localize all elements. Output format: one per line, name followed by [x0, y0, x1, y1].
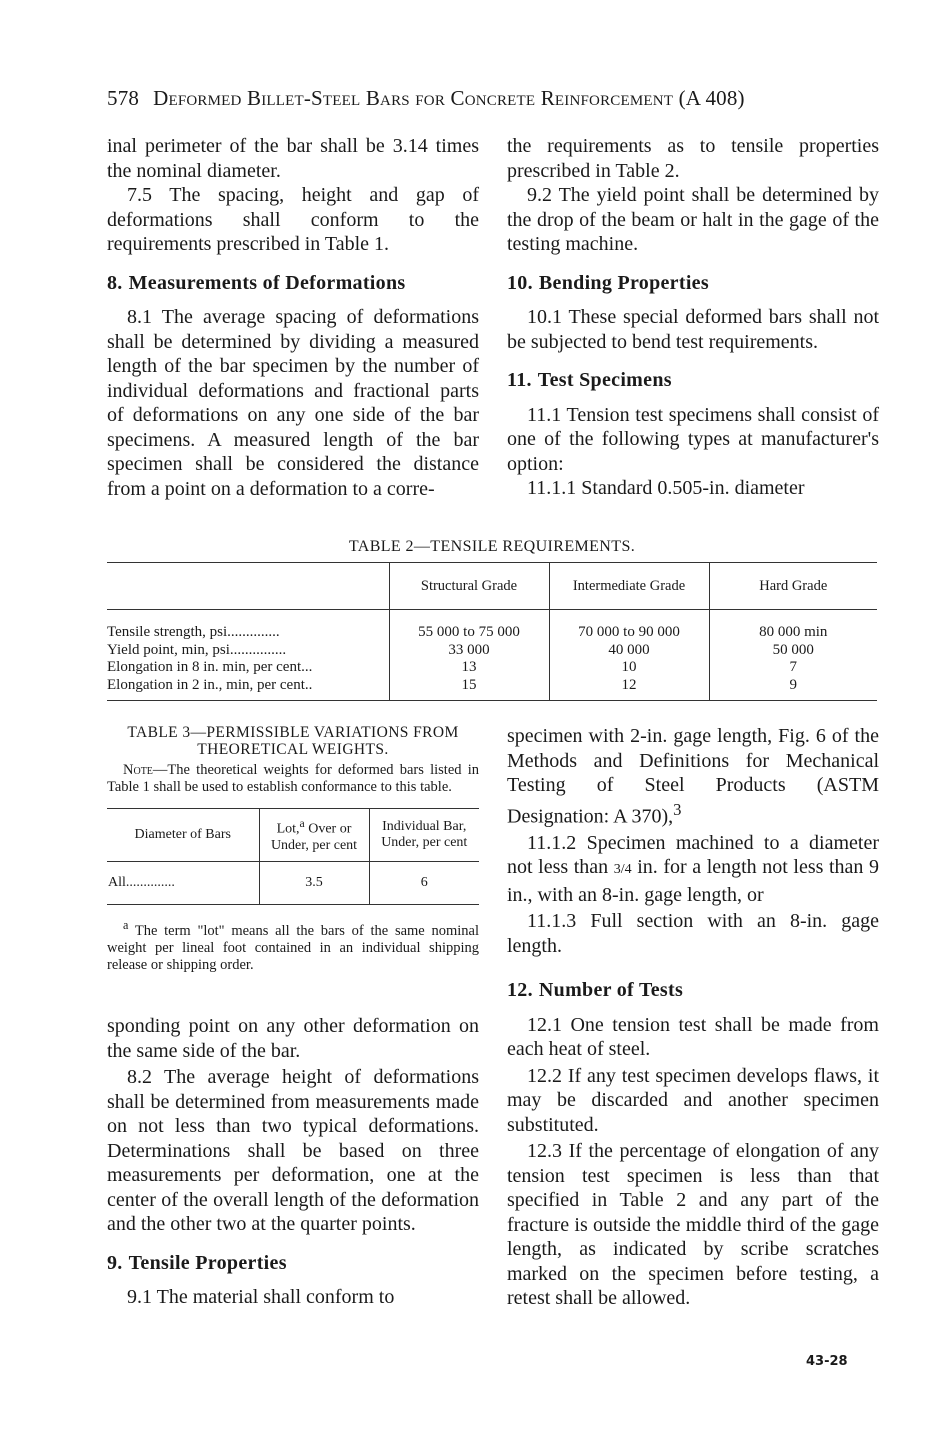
section-heading-8	[107, 271, 479, 296]
table-header: Intermediate Grade	[549, 563, 709, 610]
section-heading-9	[107, 1251, 479, 1276]
table-header: Hard Grade	[709, 563, 877, 610]
table-header-row	[107, 563, 877, 610]
fraction: 3/4	[613, 862, 632, 878]
table-row	[107, 677, 877, 701]
footer-code: 43-28	[806, 1354, 848, 1369]
paragraph-11-1-3: 11.1.3 Full section with an 8-in. gage length.	[507, 910, 879, 957]
row-label: Elongation in 8 in. min, per cent...	[107, 659, 389, 677]
table-header-row	[107, 809, 479, 862]
table3-block	[107, 724, 479, 974]
section-title: Tensile Properties	[128, 1251, 287, 1274]
paragraph: inal perimeter of the bar shall be 3.14 times the nominal diameter.	[107, 135, 479, 182]
section-number: 12.	[507, 979, 533, 1002]
paragraph-10-1: 10.1 These special deformed bars shall not be subjected to bend test requirements.	[507, 306, 879, 353]
section-heading-12	[507, 978, 879, 1003]
cell-hard: 80 000 min	[759, 624, 828, 640]
cell-intermediate: 12	[549, 677, 709, 701]
row-label: All..............	[107, 862, 259, 905]
cell-intermediate: 10	[549, 659, 709, 677]
paragraph-text: specimen with 2-in. gage length, Fig. 6 of the Methods and Definitions for Mechanical Testing of Steel Products (ASTM Designation: A 370),	[507, 725, 879, 828]
section-number: 11.	[507, 369, 532, 391]
section-heading-11	[507, 368, 879, 393]
paragraph: sponding point on any other deformation on the same side of the bar.	[107, 1015, 479, 1062]
cell-individual: 6	[369, 862, 479, 905]
page-number: 578	[107, 86, 140, 110]
cell-intermediate: 40 000	[549, 642, 709, 660]
section-number: 8.	[107, 271, 123, 294]
page-header	[107, 86, 867, 111]
section-title: Number of Tests	[538, 979, 684, 1002]
footnote-ref: a	[299, 817, 305, 831]
paragraph-8-1: 8.1 The average spacing of deformations shall be determined by dividing a measured length of the bar specimen by the number of individual deformations and fractional parts of deformations on any one side of the bar specimens. A measured length of the bar specimen shall be considered the distance from a point on a deformation to a corre-	[107, 306, 479, 500]
cell-intermediate: 70 000 to 90 000	[549, 610, 709, 642]
note-label: Note	[123, 762, 153, 778]
table3-note	[107, 762, 479, 796]
table-row	[107, 659, 877, 677]
running-title: Deformed Billet-Steel Bars for Concrete Reinforcement (A 408)	[153, 86, 745, 110]
table2-tensile-requirements	[107, 562, 877, 701]
right-column-top	[507, 134, 879, 501]
cell-hard: 7	[789, 659, 797, 675]
paragraph-11-1-2	[507, 831, 879, 908]
table-header: Diameter of Bars	[107, 809, 259, 862]
paragraph	[507, 724, 879, 829]
table-row	[107, 862, 479, 905]
table3-footnote	[107, 917, 479, 974]
cell-structural: 33 000	[389, 642, 549, 660]
paragraph-8-2: 8.2 The average height of deformations shall be determined from measurements made on not less than two typical deformations. Determinations shall be based on three measurements per deformation, one at the center of the overall length of the deformation and the other two at the quarter points.	[107, 1066, 479, 1235]
paragraph-12-1: 12.1 One tension test shall be made from each heat of steel.	[507, 1013, 879, 1061]
table3-permissible-variations	[107, 808, 479, 905]
paragraph-9-1: 9.1 The material shall conform to	[127, 1286, 395, 1308]
lot-label: Lot,	[276, 821, 300, 837]
paragraph: the requirements as to tensile properties prescribed in Table 2.	[507, 135, 879, 182]
section-title: Measurements of Deformations	[128, 271, 406, 294]
right-column-bottom	[507, 724, 879, 1311]
section-number: 10.	[507, 271, 533, 294]
row-label: Elongation in 2 in., min, per cent..	[107, 677, 389, 701]
cell-hard: 9	[709, 677, 877, 701]
section-number: 9.	[107, 1251, 123, 1274]
table-header-lot	[259, 809, 369, 862]
table-header: Structural Grade	[389, 563, 549, 610]
lot-label-rest: Over or Under, per cent	[270, 821, 358, 853]
cell-lot: 3.5	[259, 862, 369, 905]
note-text: —The theoretical weights for deformed bars listed in Table 1 shall be used to establish conformance to this table.	[107, 762, 479, 795]
cell-structural: 55 000 to 75 000	[389, 610, 549, 642]
paragraph-12-2: 12.2 If any test specimen develops flaws, it may be discarded and another specimen substituted.	[507, 1064, 879, 1136]
row-label: Tensile strength, psi..............	[107, 610, 389, 642]
table3-title: TABLE 3—PERMISSIBLE VARIATIONS FROM THEORETICAL WEIGHTS.	[127, 724, 459, 758]
footnote-text: The term "lot" means all the bars of the same nominal weight per lineal foot contained in an individual shipping release or shipping order.	[107, 922, 479, 973]
left-column-bottom	[107, 1014, 479, 1310]
paragraph-text: 11.1.2 Specimen machined to a diameter not less than	[507, 831, 879, 879]
left-column-top	[107, 134, 479, 501]
section-title: Test Specimens	[537, 369, 672, 391]
section-heading-10	[507, 271, 879, 296]
section-title: Bending Properties	[538, 271, 709, 294]
cell-structural: 13	[389, 659, 549, 677]
table-header-blank	[107, 563, 389, 610]
table-row	[107, 610, 877, 642]
paragraph-text: in. for a length not less than 9 in., with an 8-in. gage length, or	[507, 856, 879, 906]
cell-hard: 50 000	[772, 641, 814, 658]
table-header: Individual Bar, Under, per cent	[369, 809, 479, 862]
table-row	[107, 642, 877, 660]
paragraph-11-1: 11.1 Tension test specimens shall consist of one of the following types at manufacturer's option:	[507, 403, 879, 475]
paragraph-9-2: 9.2 The yield point shall be determined by the drop of the beam or halt in the gage of the testing machine.	[507, 184, 879, 255]
paragraph-7-5: 7.5 The spacing, height and gap of deformations shall conform to the requirements prescribed in Table 1.	[107, 184, 479, 255]
footnote-ref: 3	[673, 799, 682, 819]
footnote-mark: a	[123, 918, 129, 932]
table2-caption: TABLE 2—TENSILE REQUIREMENTS.	[348, 538, 636, 555]
row-label: Yield point, min, psi...............	[107, 642, 389, 660]
cell-structural: 15	[389, 677, 549, 701]
paragraph-11-1-1: 11.1.1 Standard 0.505-in. diameter	[527, 477, 805, 499]
paragraph-12-3: 12.3 If the percentage of elongation of any tension test specimen is less than that specified in Table 2 and any part of the fracture is outside the middle third of the gage length, as indicated by scribe scratches marked on the specimen before testing, a retest shall be allowed.	[507, 1140, 879, 1310]
